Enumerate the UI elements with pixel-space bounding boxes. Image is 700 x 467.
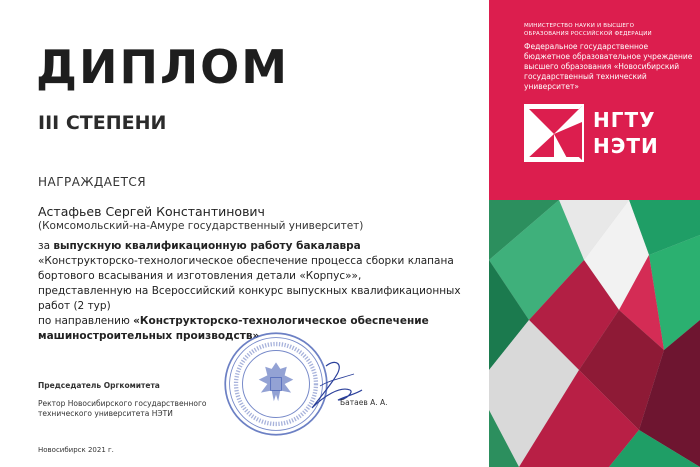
ministry-label <box>524 22 652 38</box>
direction-prefix: по направлению <box>38 315 130 327</box>
presented-line: представленную на Всероссийский конкурс выпускных квалификационных работ (2 тур) <box>38 285 461 312</box>
awarded-label: НАГРАЖДАЕТСЯ <box>38 175 147 189</box>
recipient-university: (Комсомольский-на-Амуре государственный университет) <box>38 220 364 232</box>
signature-icon <box>296 356 366 416</box>
for-prefix: за <box>38 240 51 252</box>
organization-name: Федеральное государственное бюджетное образовательное учреждение высшего образования «Новосибирский государственный технический университет» <box>524 42 693 91</box>
decorative-polygon-art <box>489 200 700 467</box>
recipient-name: Астафьев Сергей Константинович <box>38 204 265 219</box>
city-year: Новосибирск 2021 г. <box>38 446 114 454</box>
diploma-title: ДИПЛОМ <box>36 40 290 94</box>
chair-label: Председатель Оргкомитета <box>38 381 160 390</box>
logo-text-line-1: НГТУ <box>593 108 656 132</box>
university-logo-icon <box>524 104 584 162</box>
award-description <box>38 239 488 344</box>
work-type-line <box>38 239 488 254</box>
logo-text-line-2: НЭТИ <box>593 134 659 158</box>
ministry-line-1: МИНИСТЕРСТВО НАУКИ И ВЫСШЕГО <box>524 23 635 29</box>
ministry-line-2: ОБРАЗОВАНИЯ РОССИЙСКОЙ ФЕДЕРАЦИИ <box>524 31 652 37</box>
work-type: выпускную квалификационную работу бакалавра <box>53 240 361 252</box>
signer-name: Батаев А. А. <box>340 398 388 407</box>
rector-title: Ректор Новосибирского государственного технического университета НЭТИ <box>38 399 207 418</box>
diploma-degree: III СТЕПЕНИ <box>38 112 167 134</box>
work-title: «Конструкторско-технологическое обеспечение процесса сборки клапана бортового всасывания и изготовления детали «Корпус»», <box>38 255 454 282</box>
direction-name: «Конструкторско-технологическое обеспечение машиностроительных производств» <box>38 315 429 342</box>
